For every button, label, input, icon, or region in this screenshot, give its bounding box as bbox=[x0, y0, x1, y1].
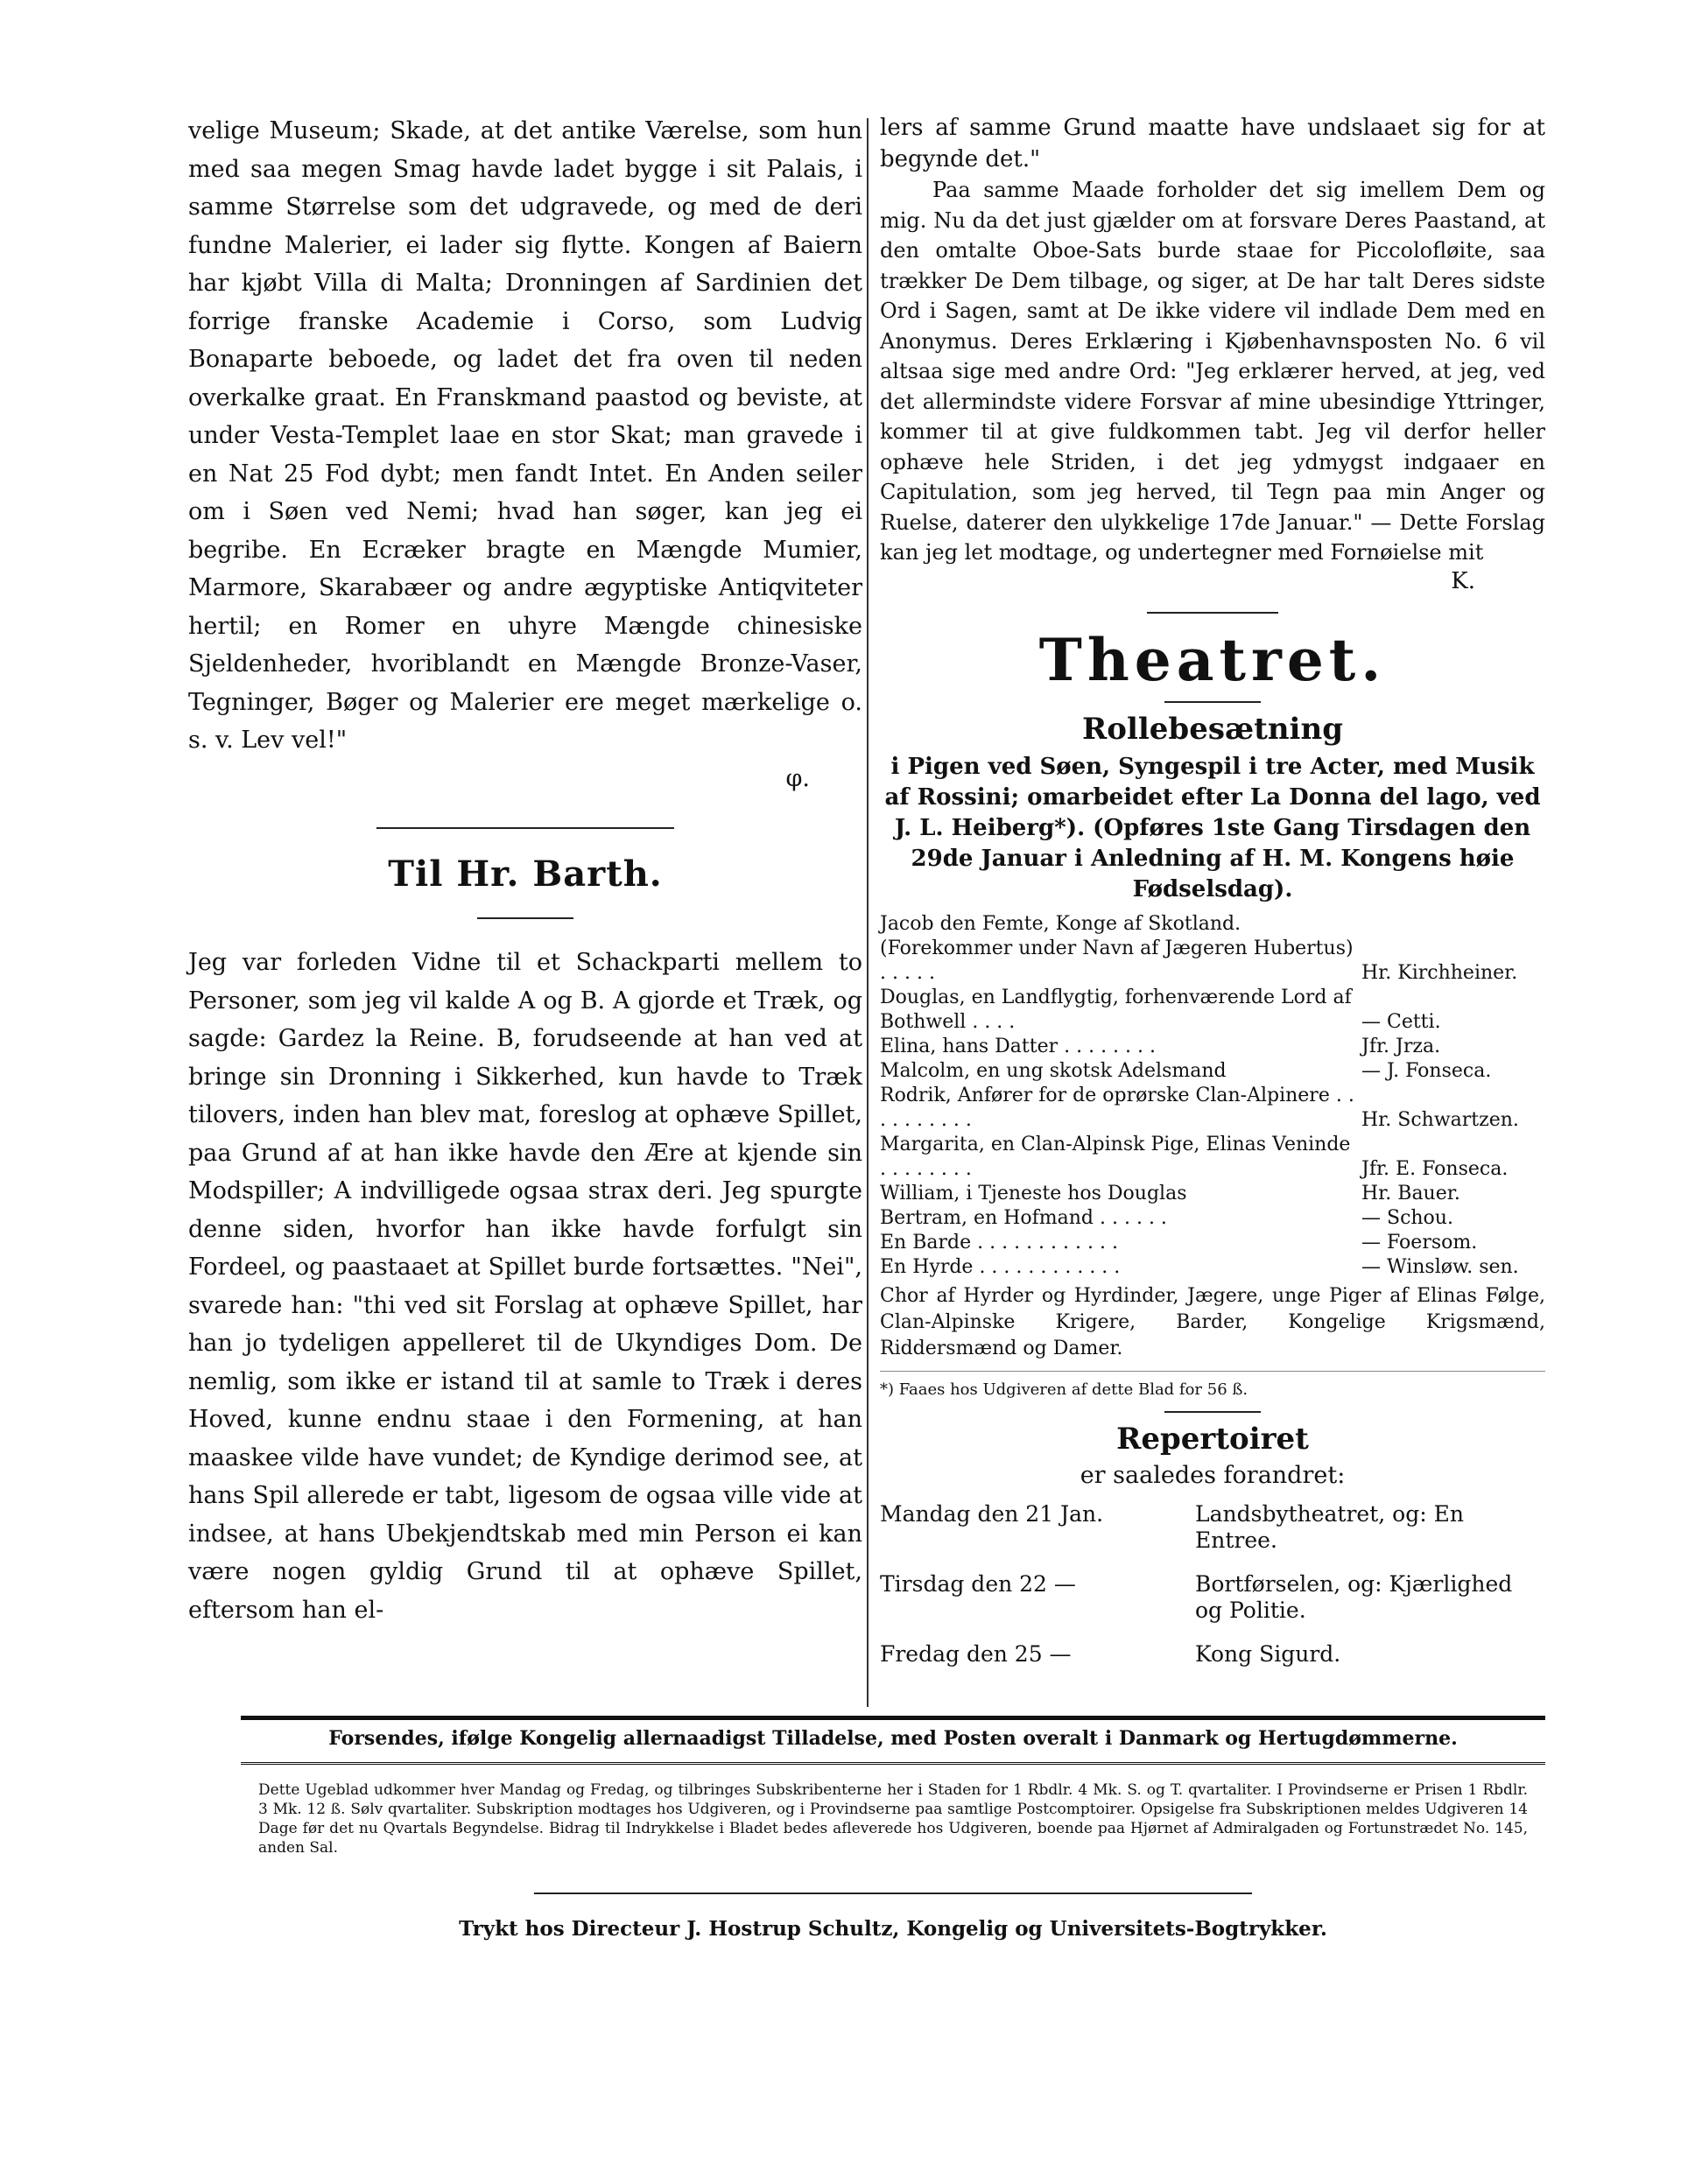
letter-heading: Til Hr. Barth. bbox=[388, 853, 663, 895]
cast-row bbox=[880, 1059, 1545, 1084]
museum-signature: φ. bbox=[785, 764, 810, 792]
theatre-title: Theatret. bbox=[1038, 625, 1387, 694]
repertoire-day: Mandag den 21 Jan. bbox=[880, 1500, 1104, 1527]
cast-heading: Rollebesætning bbox=[1082, 711, 1343, 747]
cast-role: En Barde . . . . . . . . . . . . bbox=[880, 1231, 1118, 1254]
subscription-notice: Dette Ugeblad udkommer hver Mandag og Fredag, og tilbringes Subskribenterne her i Staden for 1 Rbdlr. 4 Mk. S. og T. qvartaliter. I Provindserne er Prisen 1 Rbdlr. 3 Mk. 12 ß. Sølv qvartaliter. Subskription modtages hos Udgiveren, og i Provindserne paa samtlige Postcomptoirer. Opsigelse fra Subskriptionen meldes Udgiveren 14 Dage før det nu Qvartals Begyndelse. Bidrag til Indrykkelse i Bladet bedes afleverede hos Udgiveren, boende paa Hjørnet af Admiralgaden og Fortunstrædet No. 145, anden Sal. bbox=[258, 1781, 1528, 1857]
cast-role: Douglas, en Landflygtig, forhenværende Lord af Bothwell . . . . bbox=[880, 986, 1352, 1033]
cast-role: Malcolm, en ung skotsk Adelsmand bbox=[880, 1059, 1227, 1082]
letter-paragraph: Jeg var forleden Vidne til et Schackparti mellem to Personer, som jeg vil kalde A og B. A gjorde et Træk, og sagde: Gardez la Reine. B, forudseende at han ved at bringe sin Dronning i Sikkerhed, kun havde to Træk tilovers, inden han blev mat, foreslog at ophæve Spillet, paa Grund af at han ikke havde den Ære at kjende sin Modspiller; A indvilligede ogsaa strax deri. Jeg spurgte denne siden, hvorfor han ikke havde forfulgt sin Fordeel, og paastaaet at Spillet burde fortsættes. "Nei", svarede han: "thi ved sit Forslag at ophæve Spillet, har han jo tydeligen appelleret til de Ukyndiges Dom. De nemlig, som ikke er istand til at samle to Træk i deres Hoved, kunne endnu staae i den Formening, at han maaskee vilde have vundet; de Kyndige derimod see, at hans Spil allerede er tabt, ligesom de ogsaa ville vide at indsee, at hans Ubekjendtskab med min Person ei kan være nogen gyldig Grund til at ophæve Spillet, eftersom han el- bbox=[188, 949, 862, 1624]
cast-actor: Hr. Kirchheiner. bbox=[1361, 961, 1518, 984]
footnote: *) Faaes hos Udgiveren af dette Blad for 56 ß. bbox=[880, 1380, 1248, 1399]
chorus-line: Chor af Hyrder og Hyrdinder, Jægere, unge Piger af Elinas Følge, Clan-Alpinske Krigere, Barder, Kongelige Krigsmænd, Riddersmænd og Damer. bbox=[880, 1284, 1545, 1359]
printer-line: Trykt hos Directeur J. Hostrup Schultz, Kongelig og Universitets-Bogtrykker. bbox=[459, 1917, 1327, 1941]
cast-role: William, i Tjeneste hos Douglas bbox=[880, 1182, 1187, 1204]
letter-continuation: lers af samme Grund maatte have undslaaet sig for at begynde det." bbox=[880, 115, 1545, 172]
section-rule bbox=[376, 827, 674, 829]
museum-signature-row bbox=[188, 760, 862, 798]
cast-row bbox=[880, 1231, 1545, 1255]
letter-paragraph-2: Paa samme Maade forholder det sig imellem Dem og mig. Nu da det just gjælder om at forsvare Deres Paastand, at den omtalte Oboe-Sats burde staae for Piccolofløite, saa trækker De Dem tilbage, og siger, at De har talt Deres sidste Ord i Sagen, samt at De ikke videre vil indlade Dem med en Anonymus. Deres Erklæring i Kjøbenhavnsposten No. 6 vil altsaa sige med andre Ord: "Jeg erklærer herved, at jeg, ved det allermindste videre Forsvar af mine ubesindige Yttringer, kommer til at give fuldkommen tabt. Jeg vil derfor heller ophæve hele Striden, i det jeg ydmygst indgaaer en Capitulation, som jeg herved, til Tegn paa min Anger og Ruelse, daterer den ulykkelige 17de Januar." — Dette Forslag kan jeg let modtage, og undertegner med Fornøielse mit bbox=[880, 178, 1545, 565]
printer-rule bbox=[534, 1893, 1252, 1894]
section-rule bbox=[1164, 1411, 1261, 1413]
postal-notice: Forsendes, ifølge Kongelig allernaadigst Tilladelse, med Posten overalt i Danmark og Hertugdømmerne. bbox=[328, 1727, 1458, 1750]
cast-table bbox=[880, 912, 1545, 1280]
cast-actor: — Winsløw. sen. bbox=[1361, 1255, 1519, 1278]
cast-row bbox=[880, 986, 1545, 1035]
cast-actor: Jfr. Jrza. bbox=[1361, 1035, 1441, 1057]
cast-actor: — Cetti. bbox=[1361, 1010, 1441, 1033]
repertoire-subheading: er saaledes forandret: bbox=[1080, 1461, 1346, 1489]
repertoire-row bbox=[880, 1501, 1545, 1571]
cast-row bbox=[880, 1206, 1545, 1231]
repertoire-day: Tirsdag den 22 — bbox=[880, 1570, 1076, 1597]
cast-role: Elina, hans Datter . . . . . . . . bbox=[880, 1035, 1157, 1057]
repertoire-day: Fredag den 25 — bbox=[880, 1640, 1072, 1667]
cast-row bbox=[880, 1084, 1545, 1133]
letter-signature: K. bbox=[1451, 567, 1475, 594]
cast-role: Bertram, en Hofmand . . . . . . bbox=[880, 1206, 1167, 1229]
heading-rule bbox=[1164, 701, 1261, 703]
cast-row bbox=[880, 1133, 1545, 1182]
footnote-rule bbox=[880, 1371, 1545, 1372]
repertoire-heading: Repertoiret bbox=[1116, 1421, 1309, 1457]
cast-role: Margarita, en Clan-Alpinsk Pige, Elinas Veninde . . . . . . . . bbox=[880, 1133, 1351, 1180]
cast-actor: — Foersom. bbox=[1361, 1231, 1478, 1254]
repertoire-table bbox=[880, 1501, 1545, 1685]
repertoire-play: Bortførselen, og: Kjærlighed og Politie. bbox=[1195, 1570, 1513, 1623]
cast-row bbox=[880, 912, 1545, 986]
left-column bbox=[188, 112, 862, 1629]
cast-actor: Jfr. E. Fonseca. bbox=[1361, 1157, 1509, 1180]
cast-actor: Hr. Bauer. bbox=[1361, 1182, 1460, 1204]
right-column bbox=[880, 112, 1545, 1685]
column-divider bbox=[867, 118, 869, 1707]
cast-role: Rodrik, Anfører for de oprørske Clan-Alpinere . . . . . . . . . . bbox=[880, 1084, 1354, 1131]
cast-intro: i Pigen ved Søen, Syngespil i tre Acter, med Musik af Rossini; omarbeidet efter La Donna del lago, ved J. L. Heiberg*). (Opføres 1ste Gang Tirsdagen den 29de Januar i Anledning af H. M. Kongens høie Fødselsdag). bbox=[884, 753, 1541, 902]
cast-role: Jacob den Femte, Konge af Skotland. (Forekommer under Navn af Jægeren Hubertus) . . . . . bbox=[880, 912, 1354, 984]
footer-rule-wavy bbox=[241, 1759, 1545, 1765]
repertoire-row bbox=[880, 1641, 1545, 1685]
cast-row bbox=[880, 1182, 1545, 1206]
repertoire-row bbox=[880, 1571, 1545, 1641]
repertoire-play: Kong Sigurd. bbox=[1195, 1640, 1341, 1667]
letter-signature-row bbox=[880, 568, 1545, 594]
heading-rule bbox=[477, 917, 573, 919]
cast-actor: — J. Fonseca. bbox=[1361, 1059, 1492, 1082]
museum-paragraph: velige Museum; Skade, at det antike Værelse, som hun med saa megen Smag havde ladet bygge i sit Palais, i samme Størrelse som det udgravede, og med de deri fundne Malerier, ei lader sig flytte. Kongen af Baiern har kjøbt Villa di Malta; Dronningen af Sardinien det forrige franske Academie i Corso, som Ludvig Bonaparte beboede, og ladet det fra oven til neden overkalke graat. En Franskmand paastod og beviste, at under Vesta-Templet laae en stor Skat; man gravede i en Nat 25 Fod dybt; men fandt Intet. En Anden seiler om i Søen ved Nemi; hvad han søger, kan jeg ei begribe. En Ecræker bragte en Mængde Mumier, Marmore, Skarabæer og andre ægyptiske Antiqviteter hertil; en Romer en uhyre Mængde chinesiske Sjeldenheder, hvoriblandt en Mængde Bronze-Vaser, Tegninger, Bøger og Malerier ere meget mærkelige o. s. v. Lev vel!" bbox=[188, 117, 862, 754]
cast-row bbox=[880, 1035, 1545, 1059]
repertoire-play: Landsbytheatret, og: En Entree. bbox=[1195, 1500, 1464, 1553]
cast-actor: Hr. Schwartzen. bbox=[1361, 1108, 1519, 1131]
cast-role: En Hyrde . . . . . . . . . . . . bbox=[880, 1255, 1121, 1278]
cast-row bbox=[880, 1255, 1545, 1280]
section-rule bbox=[1147, 612, 1278, 614]
cast-actor: — Schou. bbox=[1361, 1206, 1453, 1229]
footer bbox=[241, 1716, 1545, 1941]
